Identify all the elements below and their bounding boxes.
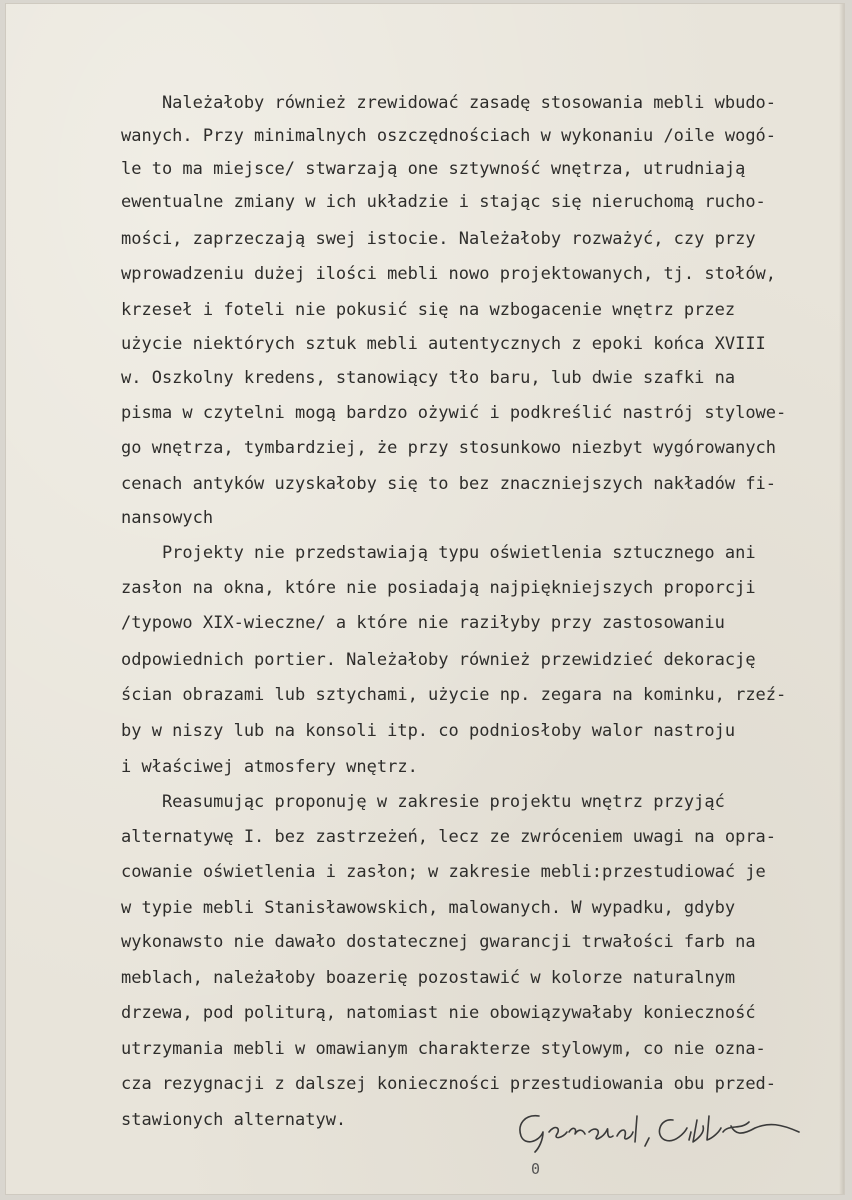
text-line: i właściwej atmosfery wnętrz. [121, 757, 418, 777]
text-line: mości, zaprzeczają swej istocie. Należałoby rozważyć, czy przy [121, 229, 756, 249]
text-line: krzeseł i foteli nie pokusić się na wzbogacenie wnętrz przez [121, 300, 736, 320]
text-line: wanych. Przy minimalnych oszczędnościach w wykonaniu /oile wogó- [121, 126, 777, 146]
text-line: by w niszy lub na konsoli itp. co podniosłoby walor nastroju [121, 721, 736, 741]
text-line: meblach, należałoby boazerię pozostawić w kolorze naturalnym [121, 968, 736, 988]
text-line: ścian obrazami lub sztychami, użycie np. zegara na kominku, rzeź- [121, 685, 787, 705]
page-number: 0 [531, 1160, 541, 1178]
text-line: Należałoby również zrewidować zasadę stosowania mebli wbudo- [121, 93, 777, 113]
text-line: zasłon na okna, które nie posiadają najpiękniejszych proporcji [121, 578, 756, 598]
text-line: cza rezygnacji z dalszej konieczności przestudiowania obu przed- [121, 1074, 777, 1094]
document-page [6, 4, 844, 1194]
text-line: nansowych [121, 508, 214, 528]
text-line: użycie niektórych sztuk mebli autentycznych z epoki końca XVIII [121, 334, 766, 354]
text-line: alternatywę I. bez zastrzeżeń, lecz ze zwróceniem uwagi na opra- [121, 827, 777, 847]
document-body [6, 4, 844, 1194]
text-line: ewentualne zmiany w ich układzie i stając się nieruchomą rucho- [121, 192, 766, 212]
text-line: /typowo XIX-wieczne/ a które nie raziłyby przy zastosowaniu [121, 613, 725, 633]
text-line: pisma w czytelni mogą bardzo ożywić i podkreślić nastrój stylowe- [121, 403, 787, 423]
text-line: w. Oszkolny kredens, stanowiący tło baru, lub dwie szafki na [121, 368, 736, 388]
text-line: wprowadzeniu dużej ilości mebli nowo projektowanych, tj. stołów, [121, 264, 777, 284]
handwritten-signature [509, 1102, 809, 1162]
text-line: cenach antyków uzyskałoby się to bez znaczniejszych nakładów fi- [121, 474, 777, 494]
text-line: w typie mebli Stanisławowskich, malowanych. W wypadku, gdyby [121, 898, 736, 918]
text-line: go wnętrza, tymbardziej, że przy stosunkowo niezbyt wygórowanych [121, 438, 777, 458]
text-line: Projekty nie przedstawiają typu oświetlenia sztucznego ani [121, 543, 756, 563]
text-line: utrzymania mebli w omawianym charakterze stylowym, co nie ozna- [121, 1039, 766, 1059]
text-line: le to ma miejsce/ stwarzają one sztywność wnętrza, utrudniają [121, 159, 746, 179]
text-line: odpowiednich portier. Należałoby również przewidzieć dekorację [121, 650, 756, 670]
text-line: cowanie oświetlenia i zasłon; w zakresie mebli:przestudiować je [121, 862, 766, 882]
text-line: wykonawsto nie dawało dostatecznej gwarancji trwałości farb na [121, 932, 756, 952]
text-line: stawionych alternatyw. [121, 1110, 347, 1130]
text-line: Reasumując proponuję w zakresie projektu wnętrz przyjąć [121, 792, 725, 812]
text-line: drzewa, pod politurą, natomiast nie obowiązywałaby konieczność [121, 1003, 756, 1023]
